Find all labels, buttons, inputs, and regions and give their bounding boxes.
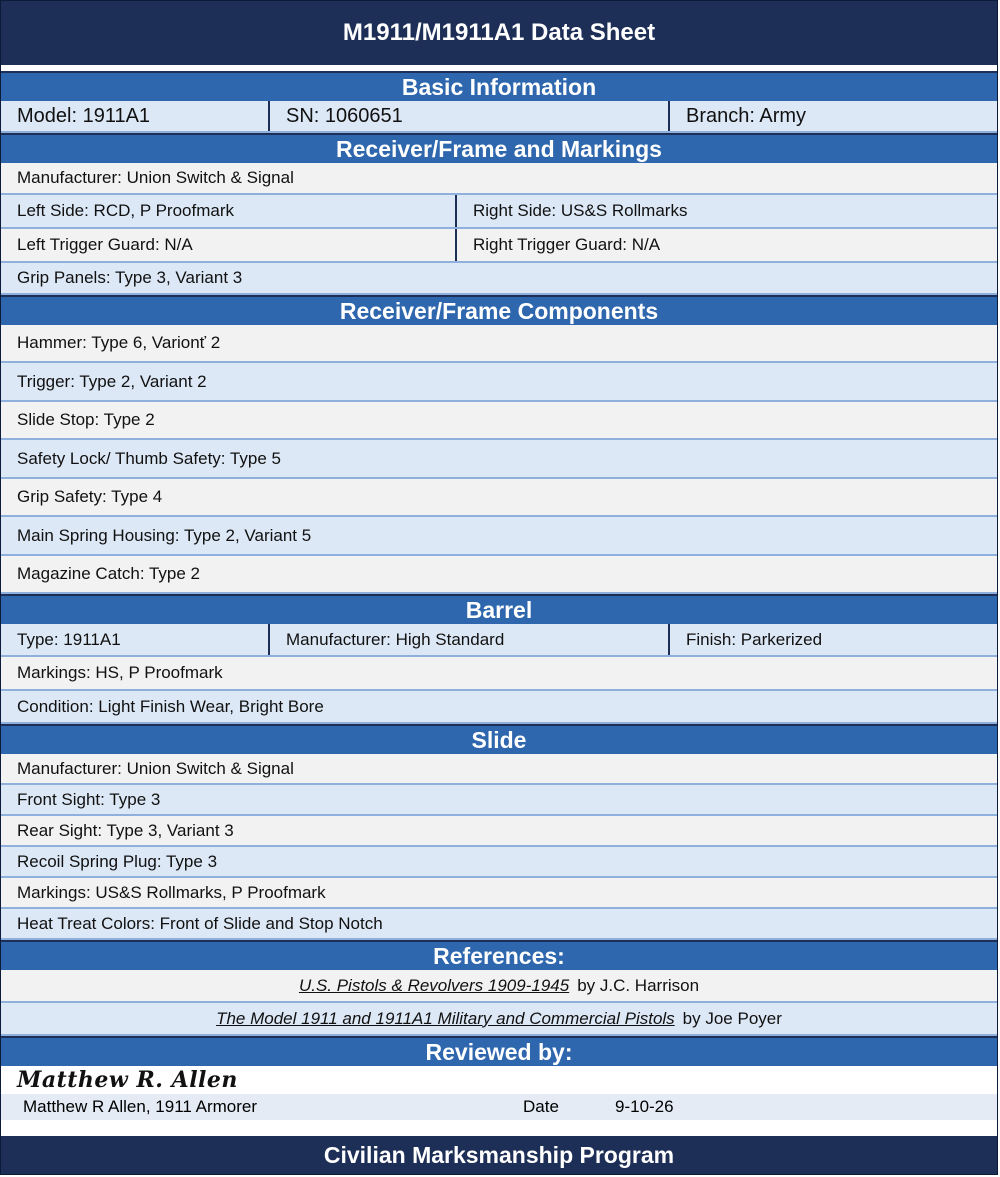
- slide-front-sight: Front Sight: Type 3: [17, 789, 161, 809]
- component-grip-safety: Grip Safety: Type 4: [17, 487, 163, 506]
- basic-info-row: [1, 101, 997, 133]
- reference-author: by Joe Poyer: [682, 1008, 782, 1028]
- barrel-condition-row: [1, 691, 997, 724]
- reference-item: [1, 1003, 997, 1034]
- left-side-markings: Left Side: RCD, P Proofmark: [17, 201, 234, 220]
- slide-row: [1, 785, 997, 816]
- reference-author: by J.C. Harrison: [577, 975, 700, 995]
- component-magazine-catch: Magazine Catch: Type 2: [17, 564, 201, 583]
- section-barrel: Barrel: [1, 594, 997, 624]
- barrel-info-row: [1, 624, 997, 657]
- section-reviewed-by: Reviewed by:: [1, 1036, 997, 1066]
- component-row: [1, 479, 997, 517]
- section-references: References:: [1, 940, 997, 970]
- component-hammer: Hammer: Type 6, Varionť 2: [17, 333, 221, 352]
- component-main-spring-housing: Main Spring Housing: Type 2, Variant 5: [17, 525, 312, 545]
- reference-book-title: U.S. Pistols & Revolvers 1909-1945: [298, 975, 570, 995]
- right-side-markings: Right Side: US&S Rollmarks: [455, 195, 997, 227]
- receiver-manufacturer-row: [1, 163, 997, 195]
- right-trigger-guard: Right Trigger Guard: N/A: [455, 229, 997, 261]
- reference-item: [1, 970, 997, 1001]
- component-row: [1, 517, 997, 556]
- slide-heat-treat-colors: Heat Treat Colors: Front of Slide and Stop Notch: [17, 913, 383, 933]
- footer-organization: Civilian Marksmanship Program: [1, 1136, 997, 1174]
- receiver-manufacturer: Manufacturer: Union Switch & Signal: [17, 168, 294, 187]
- left-trigger-guard: Left Trigger Guard: N/A: [17, 235, 193, 254]
- side-markings-row: [1, 195, 997, 229]
- section-receiver-markings: Receiver/Frame and Markings: [1, 133, 997, 163]
- slide-row: [1, 816, 997, 847]
- slide-rear-sight: Rear Sight: Type 3, Variant 3: [17, 820, 234, 840]
- review-date: 9-10-26: [615, 1097, 674, 1116]
- slide-row: [1, 909, 997, 940]
- date-label: Date: [523, 1097, 559, 1116]
- barrel-markings-row: [1, 657, 997, 691]
- component-row: [1, 440, 997, 479]
- branch-field: Branch: Army: [668, 101, 997, 131]
- reviewer-signature: Matthew R. Allen: [17, 1067, 238, 1093]
- component-row: [1, 325, 997, 363]
- barrel-markings: Markings: HS, P Proofmark: [17, 663, 223, 682]
- grip-panels: Grip Panels: Type 3, Variant 3: [17, 268, 243, 287]
- slide-recoil-spring-plug: Recoil Spring Plug: Type 3: [17, 851, 218, 871]
- component-thumb-safety: Safety Lock/ Thumb Safety: Type 5: [17, 448, 281, 468]
- serial-number-field: SN: 1060651: [268, 101, 668, 131]
- barrel-condition: Condition: Light Finish Wear, Bright Bore: [17, 696, 324, 716]
- component-row: [1, 363, 997, 402]
- section-receiver-components: Receiver/Frame Components: [1, 295, 997, 325]
- component-row: [1, 556, 997, 594]
- signature-area: [1, 1066, 997, 1094]
- reference-row: [1, 1003, 997, 1036]
- component-slide-stop: Slide Stop: Type 2: [17, 410, 155, 429]
- trigger-guard-row: [1, 229, 997, 263]
- slide-row: [1, 878, 997, 909]
- slide-row: [1, 754, 997, 785]
- section-basic-information: Basic Information: [1, 71, 997, 101]
- reviewer-name: Matthew R Allen, 1911 Armorer: [23, 1097, 258, 1116]
- barrel-type: Type: 1911A1: [17, 629, 121, 649]
- reference-row: [1, 970, 997, 1003]
- grip-panels-row: [1, 263, 997, 295]
- component-trigger: Trigger: Type 2, Variant 2: [17, 371, 207, 391]
- reference-book-title: The Model 1911 and 1911A1 Military and Commercial Pistols: [216, 1008, 675, 1028]
- barrel-manufacturer: Manufacturer: High Standard: [268, 624, 668, 655]
- model-field: Model: 1911A1: [17, 104, 151, 127]
- slide-row: [1, 847, 997, 878]
- page-title: M1911/M1911A1 Data Sheet: [1, 1, 997, 71]
- slide-markings: Markings: US&S Rollmarks, P Proofmark: [17, 882, 326, 902]
- slide-manufacturer: Manufacturer: Union Switch & Signal: [17, 758, 294, 778]
- section-slide: Slide: [1, 724, 997, 754]
- reviewer-row: [1, 1094, 997, 1120]
- component-row: [1, 402, 997, 440]
- barrel-finish: Finish: Parkerized: [668, 624, 997, 655]
